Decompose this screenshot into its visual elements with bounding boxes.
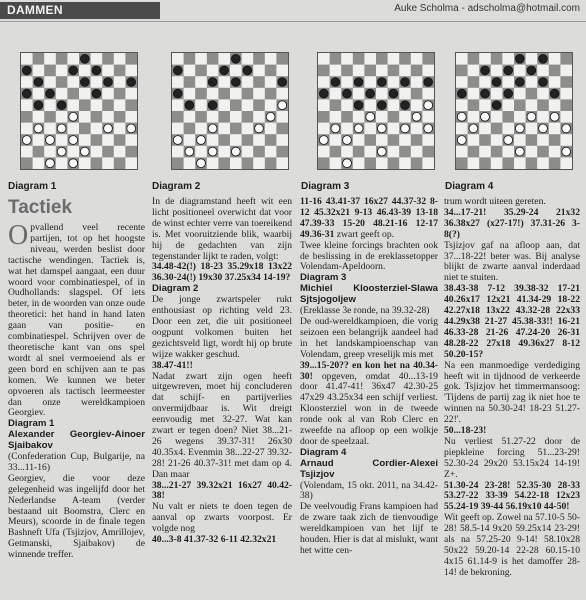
dark-square: [560, 76, 572, 88]
col3-paragraph-c: 39...15-20?? en kon het na 40.34-30! opgeven, omdat 40...13-19 door 41.47-41! 36x47 42.30-25 47x29 43.25x34 een schijf verliest. Kloosterziel won in de tweede ronde ook al van Rob Clerc en zweefde na afloop op een wolkje door de speelzaal.: [300, 359, 438, 447]
black-piece: [527, 66, 536, 75]
dark-square: [184, 53, 196, 65]
dark-square: [195, 65, 207, 77]
black-piece: [22, 89, 31, 98]
black-piece: [173, 89, 182, 98]
dark-square: [114, 157, 126, 169]
white-piece: [104, 124, 113, 133]
black-piece: [539, 78, 548, 87]
col2-moves-2: 38.47-41!!: [152, 359, 193, 371]
dark-square: [184, 76, 196, 88]
black-piece: [424, 78, 433, 87]
dark-square: [491, 53, 503, 65]
article-column-4: [444, 197, 580, 579]
diagram-label-3: Diagram 3: [301, 181, 350, 192]
col2-paragraph-c: Nadat zwart zijn ogen heeft uitgewreven, moet hij concluderen dat schijf- en partijverlies onvermijdbaar is. Wit dreigt eenvoudig met 32-27. Wat kan zwart er tegen doen? Niet 38...21-26 wegens 39.37-31! 26x30 40.35x4. Evenmin 38...22-27 39.32-28! 21-26 40.37-31! met dam op 4. Dan maar: [152, 370, 292, 480]
black-piece: [481, 66, 490, 75]
white-piece: [46, 159, 55, 168]
dark-square: [468, 146, 480, 158]
draughts-board-2: [171, 52, 289, 170]
white-piece: [354, 124, 363, 133]
black-piece: [492, 101, 501, 110]
col4-moves-3: 50...18-23!: [444, 425, 487, 437]
dark-square: [265, 65, 277, 77]
article-column-2: [152, 197, 292, 546]
dark-square: [253, 76, 265, 88]
col4-paragraph-e: Wit geeft op. Zowel na 57.10-5 50-28! 58.5-14 9x20 59.25x14 23-29! als na 57.25-20 9-14! 58.10x28 50x22 59.20-14 22-28 60.15-10 4x15 61.14-9 is het damoffer 28-14! de bekroning.: [444, 512, 580, 578]
dark-square: [79, 99, 91, 111]
dark-square: [21, 111, 33, 123]
dark-square: [276, 53, 288, 65]
white-piece: [424, 101, 433, 110]
dark-square: [67, 88, 79, 100]
diagram-1-players: Alexander Georgiev-Ainoer Sjaibakov: [8, 429, 145, 452]
black-piece: [243, 66, 252, 75]
col3-paragraph-d: De veelvoudig Frans kampioen had de zware taak zich de tienvoudige wereldkampioen van het lijf te houden. Hier is dat al mislukt, want het witte cen-: [300, 501, 438, 556]
white-piece: [457, 112, 466, 121]
col2-paragraph-d: Nu valt er niets te doen tegen de aanval op zwarts voorpost. Er volgde nog: [152, 501, 292, 535]
dark-square: [456, 157, 468, 169]
dark-square: [526, 134, 538, 146]
black-piece: [377, 101, 386, 110]
col3-paragraph-moves: 11-16 43.41-37 16x27 44.37-32 8-12 45.32x21 9-13 46.43-39 13-18 47.39-33 15-20 48.21-16 12-17 49.36-31 zwart geeft op.: [300, 196, 438, 240]
col3-paragraph-a: Twee kleine forcings brachten ook de beslissing in de ereklassetopper Volendam-Apeldoorn.: [300, 239, 438, 273]
black-piece: [208, 78, 217, 87]
white-piece: [80, 147, 89, 156]
black-piece: [504, 89, 513, 98]
dark-square: [125, 99, 137, 111]
dark-square: [411, 88, 423, 100]
diagram-3-players: Michiel Kloosterziel-Slawa Sjtsjogoljew: [300, 283, 438, 306]
author-byline: Auke Scholma - adscholma@hotmail.com: [394, 3, 580, 14]
dark-square: [479, 157, 491, 169]
black-piece: [80, 54, 89, 63]
white-piece: [562, 124, 571, 133]
white-piece: [127, 124, 136, 133]
dark-square: [102, 53, 114, 65]
dark-square: [195, 111, 207, 123]
dark-square: [21, 157, 33, 169]
white-piece: [527, 112, 536, 121]
black-piece: [80, 78, 89, 87]
article-column-1: [8, 197, 145, 561]
diagram-label-2: Diagram 2: [152, 181, 201, 192]
black-piece: [319, 89, 328, 98]
dark-square: [549, 134, 561, 146]
dark-square: [330, 53, 342, 65]
dark-square: [411, 157, 423, 169]
black-piece: [231, 78, 240, 87]
black-piece: [354, 78, 363, 87]
black-piece: [231, 54, 240, 63]
article-title: Tactiek: [8, 197, 73, 218]
black-piece: [492, 78, 501, 87]
dark-square: [411, 65, 423, 77]
white-piece: [366, 112, 375, 121]
col4-moves-2: 38.43-38 7-12 39.38-32 17-21 40.26x17 12x21 41.34-29 18-22 42.27x18 13x22 43.32-28 22x33 44.29x38 21-27 45.38-33!! 16-21 46.33-28 21-26 47.24-20 26-31 48.28-22 27x18 49.36x27 8-12 50.20-15?: [444, 283, 580, 360]
dark-square: [502, 111, 514, 123]
black-piece: [208, 101, 217, 110]
diagram-label-1: Diagram 1: [8, 181, 57, 192]
dark-square: [184, 123, 196, 135]
draughts-board-3: [317, 52, 435, 170]
dark-square: [242, 88, 254, 100]
col2-moves-4: 40...3-8 41.37-32 6-11 42.32x21: [152, 534, 277, 546]
black-piece: [377, 78, 386, 87]
white-piece: [539, 124, 548, 133]
dark-square: [265, 88, 277, 100]
black-piece: [173, 66, 182, 75]
dark-square: [125, 146, 137, 158]
black-piece: [104, 78, 113, 87]
black-piece: [22, 66, 31, 75]
col4-paragraph-c: Na een manmoedige verdediging heeft wit in tijdnood de verkeerde gok. Tsjizjov het timmermansoog: 'Tijdens de partij zag ik niet hoe te winnen na 50.30-24! 18-23 51.27-22!'.: [444, 359, 580, 426]
black-piece: [127, 78, 136, 87]
dark-square: [318, 157, 330, 169]
dark-square: [218, 111, 230, 123]
dark-square: [491, 123, 503, 135]
diagram-2-heading: Diagram 2: [152, 283, 199, 295]
col4-paragraph-b: Tsjizjov gaf na afloop aan, dat 37...18-22! beter was. Bij analyse blijkt de zwarte aanval inderdaad niet te stuiten.: [444, 239, 580, 284]
diagram-4-heading: Diagram 4: [300, 446, 347, 458]
dark-square: [195, 88, 207, 100]
col4-paragraph-d: Nu verliest 51.27-22 door de piepkleine forcing 51...23-29! 52.30-24 29x20 53.15x24 14-19! Z+.: [444, 435, 580, 480]
dark-square: [526, 88, 538, 100]
dark-square: [479, 134, 491, 146]
dark-square: [364, 65, 376, 77]
black-piece: [34, 78, 43, 87]
dark-square: [230, 99, 242, 111]
diagram-3-heading: Diagram 3: [300, 272, 347, 284]
white-piece: [562, 147, 571, 156]
dark-square: [91, 134, 103, 146]
col4-moves-4: 51.30-24 23-28! 52.35-30 28-33 53.27-22 33-39 54.22-18 12x23 55.24-19 39-44 56.19x10 44-50!: [444, 479, 580, 513]
drop-cap: O: [8, 220, 29, 251]
white-piece: [319, 136, 328, 145]
black-piece: [92, 66, 101, 75]
section-rubric: DAMMEN: [0, 2, 160, 19]
white-piece: [481, 112, 490, 121]
black-piece: [504, 66, 513, 75]
dark-square: [172, 111, 184, 123]
white-piece: [424, 124, 433, 133]
white-piece: [457, 136, 466, 145]
dark-square: [353, 146, 365, 158]
dark-square: [276, 146, 288, 158]
col2-paragraph-a: In de diagramstand heeft wit een licht positioneel overwicht dat voor de winst echter verre van toereikend is. Met vooruitziende blik, waarbij hij de gedachten van zijn tegenstander lijkt te raden, volgt:: [152, 196, 292, 262]
black-piece: [46, 89, 55, 98]
dark-square: [218, 157, 230, 169]
white-piece: [550, 112, 559, 121]
dark-square: [91, 111, 103, 123]
dark-square: [399, 146, 411, 158]
dark-square: [56, 76, 68, 88]
white-piece: [255, 124, 264, 133]
dark-square: [549, 157, 561, 169]
white-piece: [46, 136, 55, 145]
dark-square: [341, 65, 353, 77]
black-piece: [185, 101, 194, 110]
dark-square: [549, 65, 561, 77]
black-piece: [481, 89, 490, 98]
black-piece: [57, 101, 66, 110]
dark-square: [353, 53, 365, 65]
black-piece: [69, 66, 78, 75]
white-piece: [515, 124, 524, 133]
dark-square: [44, 111, 56, 123]
intro-paragraph: Opvallend veel recente partijen, tot op het hoogste niveau, werden beslist door tactische wendingen. Tactiek is, wat het damspel aangaat, een duur woord voor combinatiespel, of in Oudhollands: slagspel. Of iets beter, in de woorden van onze oude theoretici: het hand in hand laten gaan van positie- en combinatiespel. Schrijven over de theoretische kant van ons spel wordt al snel vermoeiend als er geen bord en schijven aan te pas komen. We kunnen we beter opvoeren als tactisch leermeester dan onze wereldkampioen Georgiev.: [8, 220, 145, 419]
dark-square: [172, 157, 184, 169]
white-piece: [208, 124, 217, 133]
dark-square: [253, 146, 265, 158]
dark-square: [265, 134, 277, 146]
white-piece: [69, 136, 78, 145]
white-piece: [34, 124, 43, 133]
col2-moves-1: 34.48-42(!) 18-23 35.29x18 13x22 36.30-24(!) 19x30 37.25x34 14-19?: [152, 261, 292, 284]
white-piece: [197, 136, 206, 145]
dark-square: [560, 99, 572, 111]
white-piece: [515, 147, 524, 156]
dark-square: [364, 157, 376, 169]
article-column-3: [300, 197, 438, 557]
dark-square: [330, 99, 342, 111]
dark-square: [207, 53, 219, 65]
black-piece: [34, 101, 43, 110]
dark-square: [242, 111, 254, 123]
dark-square: [44, 65, 56, 77]
col4-paragraph-a: trum wordt uiteen gereten.: [444, 196, 546, 207]
dark-square: [330, 146, 342, 158]
dark-square: [468, 99, 480, 111]
dark-square: [318, 111, 330, 123]
white-piece: [231, 147, 240, 156]
black-piece: [331, 78, 340, 87]
white-piece: [22, 136, 31, 145]
col2-moves-3: 38...21-27 39.32x21 16x27 40.42-38!: [152, 479, 292, 502]
diagram-4-players: Arnaud Cordier-Alexei Tsjizjov: [300, 457, 438, 480]
diagram-4-event: (Volendam, 15 okt. 2011, na 34.42-38): [300, 479, 438, 502]
col2-paragraph-b: De jonge zwartspeler rukt enthousiast op richting veld 23. Door een zet, die uit positioneel oogpunt volkomen buiten het gezichtsveld ligt, wordt hij op brute wijze wakker geschud.: [152, 294, 292, 360]
black-piece: [92, 89, 101, 98]
dark-square: [114, 134, 126, 146]
dark-square: [242, 157, 254, 169]
dark-square: [218, 88, 230, 100]
white-piece: [401, 124, 410, 133]
diagram-1-heading: Diagram 1: [8, 418, 55, 430]
column-header: [0, 0, 586, 22]
black-piece: [515, 78, 524, 87]
dark-square: [102, 146, 114, 158]
col4-moves-1: 34...17-21! 35.29-24 21x32 36.38x27 (x27-17!) 37.31-26 3-8(?): [444, 206, 580, 240]
white-piece: [412, 112, 421, 121]
dark-square: [422, 146, 434, 158]
dark-square: [102, 99, 114, 111]
black-piece: [401, 78, 410, 87]
dark-square: [526, 157, 538, 169]
white-piece: [266, 112, 275, 121]
dark-square: [242, 134, 254, 146]
dark-square: [125, 53, 137, 65]
dark-square: [33, 53, 45, 65]
dark-square: [56, 53, 68, 65]
black-piece: [389, 89, 398, 98]
dark-square: [388, 134, 400, 146]
black-piece: [539, 54, 548, 63]
draughts-board-4: [455, 52, 573, 170]
dark-square: [388, 111, 400, 123]
col3-paragraph-b: De oud-wereldkampioen, die vorig seizoen een belangrijk aandeel had in het landskampioenschap van Volendam, greep vreselijk mis met: [300, 315, 438, 360]
dark-square: [537, 146, 549, 158]
white-piece: [173, 136, 182, 145]
black-piece: [401, 101, 410, 110]
diagram-1-text: Georgiev, die voor deze gelegenheid was ingelijfd door het Nederlandse A-team (verder bestaand uit Boomstra, Clerc en Meurs), scoorde in de finale tegen Bashneft Ufa (Tsjizjov, Amrillojev, Getmanski, Sjaibakov) de winnende treffer.: [8, 472, 145, 561]
dark-square: [456, 65, 468, 77]
black-piece: [354, 101, 363, 110]
dark-square: [514, 99, 526, 111]
dark-square: [364, 134, 376, 146]
diagram-1-event: (Confederation Cup, Bulgarije, na 33...11-16): [8, 451, 145, 473]
diagram-label-4: Diagram 4: [445, 181, 494, 192]
white-piece: [69, 112, 78, 121]
dark-square: [253, 99, 265, 111]
dark-square: [114, 88, 126, 100]
dark-square: [33, 146, 45, 158]
dark-square: [79, 123, 91, 135]
dark-square: [265, 157, 277, 169]
white-piece: [377, 147, 386, 156]
black-piece: [220, 66, 229, 75]
black-piece: [550, 89, 559, 98]
dark-square: [114, 65, 126, 77]
white-piece: [57, 147, 66, 156]
dark-square: [502, 157, 514, 169]
dark-square: [468, 53, 480, 65]
dark-square: [468, 76, 480, 88]
dark-square: [318, 65, 330, 77]
dark-square: [422, 53, 434, 65]
black-piece: [343, 89, 352, 98]
white-piece: [504, 136, 513, 145]
dark-square: [218, 134, 230, 146]
white-piece: [57, 124, 66, 133]
dark-square: [560, 53, 572, 65]
white-piece: [208, 147, 217, 156]
dark-square: [114, 111, 126, 123]
dark-square: [388, 157, 400, 169]
white-piece: [343, 159, 352, 168]
black-piece: [457, 89, 466, 98]
header-rule: [0, 21, 586, 22]
dark-square: [537, 99, 549, 111]
dark-square: [276, 123, 288, 135]
dark-square: [376, 53, 388, 65]
dark-square: [91, 157, 103, 169]
dark-square: [411, 134, 423, 146]
dark-square: [491, 146, 503, 158]
dark-square: [399, 53, 411, 65]
white-piece: [469, 124, 478, 133]
white-piece: [377, 124, 386, 133]
white-piece: [185, 147, 194, 156]
white-piece: [69, 159, 78, 168]
white-piece: [197, 159, 206, 168]
black-piece: [278, 78, 287, 87]
dark-square: [341, 111, 353, 123]
white-piece: [278, 101, 287, 110]
black-piece: [515, 54, 524, 63]
white-piece: [343, 136, 352, 145]
draughts-board-1: [20, 52, 138, 170]
dark-square: [253, 53, 265, 65]
dark-square: [388, 65, 400, 77]
dark-square: [230, 123, 242, 135]
black-piece: [366, 89, 375, 98]
white-piece: [331, 124, 340, 133]
diagram-3-event: (Ereklasse 3e ronde, na 39.32-28): [300, 305, 430, 317]
